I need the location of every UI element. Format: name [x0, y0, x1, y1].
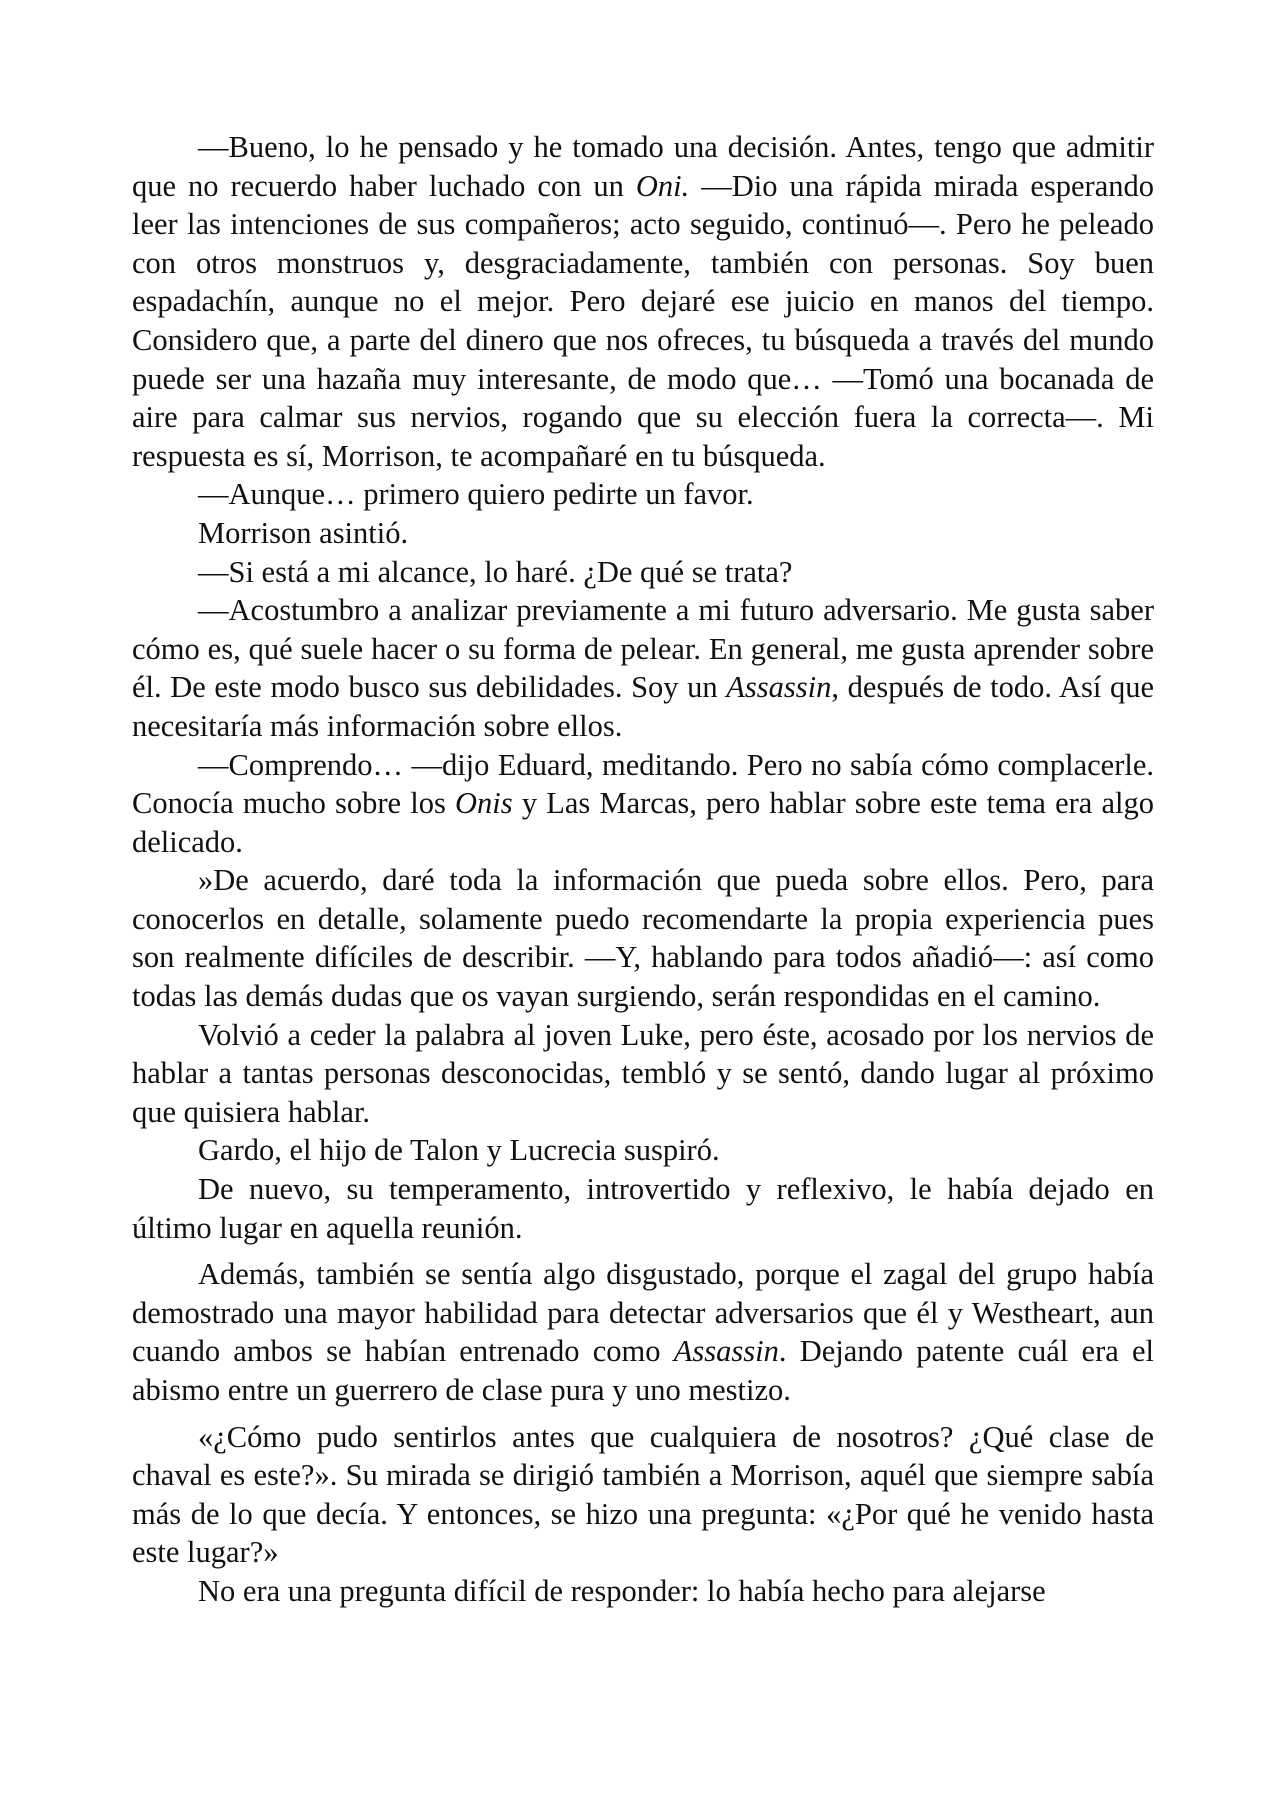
- italic-term: Oni.: [635, 168, 690, 203]
- paragraph: Volvió a ceder la palabra al joven Luke, pero éste, acosado por los nervios de hablar a tantas personas desconocidas, tembló y se sentó, dando lugar al próximo que quisiera hablar.: [132, 1017, 1154, 1129]
- paragraph: »De acuerdo, daré toda la información que pueda sobre ellos. Pero, para conocerlos en detalle, solamente puedo recomendarte la propia experiencia pues son realmente difíciles de describir. —Y, hablando para todos añadió—: así como todas las demás dudas que os vayan surgiendo, serán respondidas en el camino.: [132, 863, 1154, 1014]
- paragraph: Gardo, el hijo de Talon y Lucrecia suspiró.: [198, 1133, 720, 1168]
- paragraph: «¿Cómo pudo sentirlos antes que cualquiera de nosotros? ¿Qué clase de chaval es este?». Su mirada se dirigió también a Morrison, aquél que siempre sabía más de lo que decía. Y entonces, se hizo una pregunta: «¿Por qué he venido hasta este lugar?»: [132, 1419, 1154, 1570]
- paragraph: —Comprendo… —dijo Eduard, meditando. Pero no sabía cómo complacerle. Conocía mucho sobre los Onis y Las Marcas, pero hablar sobre este tema era algo delicado.: [132, 747, 1154, 859]
- italic-term: Assassin: [673, 1334, 779, 1369]
- paragraph: —Si está a mi alcance, lo haré. ¿De qué se trata?: [198, 554, 793, 589]
- paragraph: Morrison asintió.: [198, 515, 409, 550]
- paragraph: —Bueno, lo he pensado y he tomado una decisión. Antes, tengo que admitir que no recuerdo haber luchado con un Oni. —Dio una rápida mirada esperando leer las intenciones de sus compañeros; acto seguido, continuó—. Pero he peleado con otros monstruos y, desgraciadamente, también con personas. Soy buen espadachín, aunque no el mejor. Pero dejaré ese juicio en manos del tiempo. Considero que, a parte del dinero que nos ofreces, tu búsqueda a través del mundo puede ser una hazaña muy interesante, de modo que… —Tomó una bocanada de aire para calmar sus nervios, rogando que su elección fuera la correcta—. Mi respuesta es sí, Morrison, te acompañaré en tu búsqueda.: [132, 130, 1155, 473]
- paragraph: No era una pregunta difícil de responder: lo había hecho para alejarse: [198, 1573, 1046, 1608]
- paragraph: De nuevo, su temperamento, introvertido y reflexivo, le había dejado en último lugar en aquella reunión.: [132, 1172, 1154, 1245]
- paragraph: —Aunque… primero quiero pedirte un favor.: [198, 477, 754, 512]
- book-page: [132, 128, 1154, 1611]
- paragraph: —Acostumbro a analizar previamente a mi futuro adversario. Me gusta saber cómo es, qué suele hacer o su forma de pelear. En general, me gusta aprender sobre él. De este modo busco sus debilidades. Soy un Assassin, después de todo. Así que necesitaría más información sobre ellos.: [132, 593, 1154, 743]
- italic-term: Assassin: [726, 670, 832, 705]
- italic-term: Onis: [455, 786, 513, 821]
- paragraph: Además, también se sentía algo disgustado, porque el zagal del grupo había demostrado una mayor habilidad para detectar adversarios que él y Westheart, aun cuando ambos se habían entrenado como Assassin. Dejando patente cuál era el abismo entre un guerrero de clase pura y uno mestizo.: [132, 1257, 1154, 1407]
